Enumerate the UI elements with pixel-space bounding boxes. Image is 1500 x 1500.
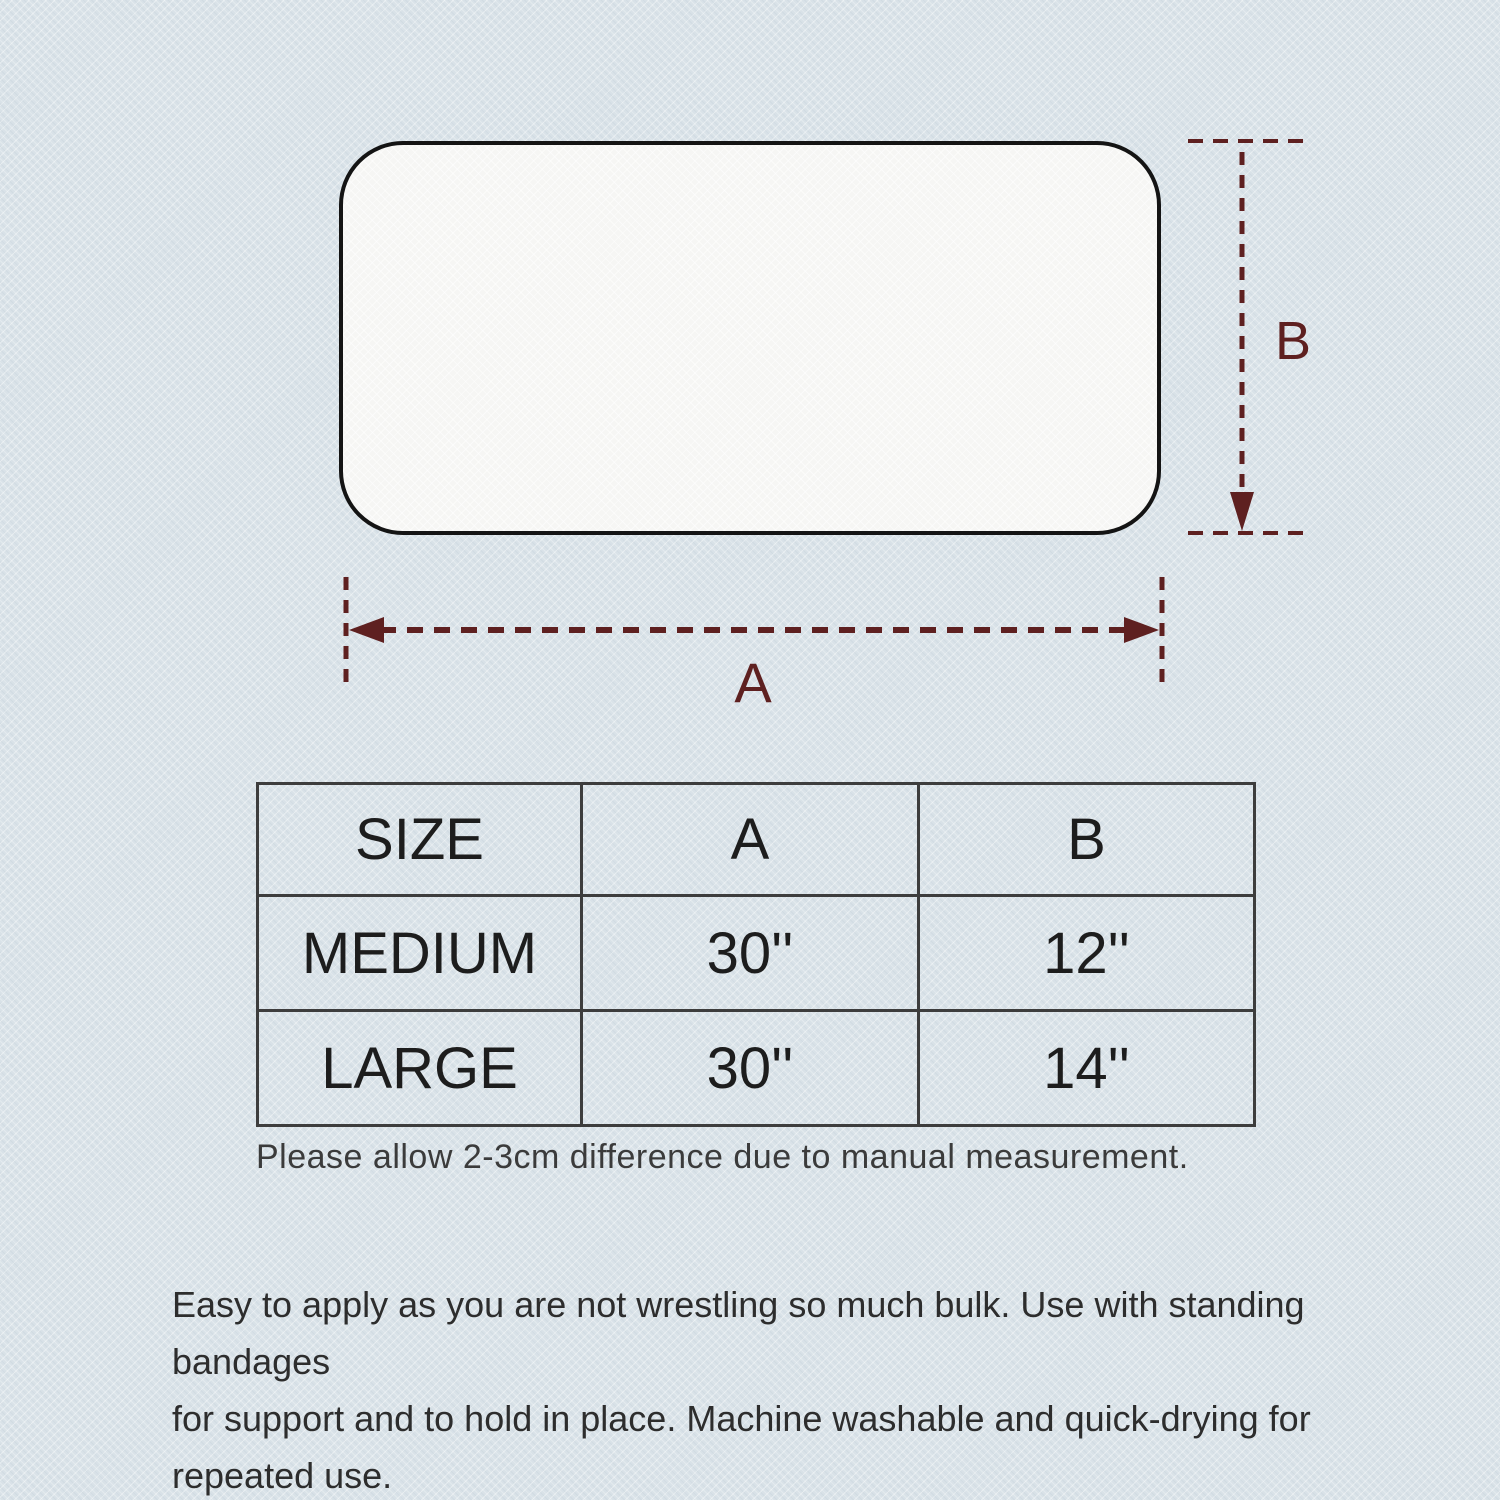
dim-a-arrowhead-left-icon	[349, 617, 384, 643]
size-table	[256, 782, 1256, 1127]
dim-a-arrowhead-right-icon	[1124, 617, 1159, 643]
dimension-a-label: A	[734, 651, 772, 714]
size-table-header-size: SIZE	[258, 784, 582, 896]
table-row	[258, 896, 1255, 1011]
dimension-b-label: B	[1274, 311, 1312, 371]
medium-b-value: 12''	[919, 896, 1255, 1011]
dim-b-arrowhead-down-icon	[1230, 492, 1254, 531]
size-cell-large: LARGE	[258, 1011, 582, 1126]
medium-a-value: 30''	[582, 896, 919, 1011]
size-table-header-b: B	[919, 784, 1255, 896]
description-line: for support and to hold in place. Machine washable and quick-drying for	[172, 1398, 1311, 1439]
large-a-value: 30''	[582, 1011, 919, 1126]
product-description	[172, 1276, 1462, 1500]
size-table-header-row	[258, 784, 1255, 896]
product-pad-outline	[339, 141, 1161, 535]
measurement-note: Please allow 2-3cm difference due to manual measurement.	[256, 1138, 1189, 1176]
size-cell-medium: MEDIUM	[258, 896, 582, 1011]
large-b-value: 14''	[919, 1011, 1255, 1126]
size-table-header-a: A	[582, 784, 919, 896]
table-row	[258, 1011, 1255, 1126]
description-line: repeated use.	[172, 1455, 393, 1496]
description-line: Easy to apply as you are not wrestling so much bulk. Use with standing bandages	[172, 1284, 1305, 1382]
